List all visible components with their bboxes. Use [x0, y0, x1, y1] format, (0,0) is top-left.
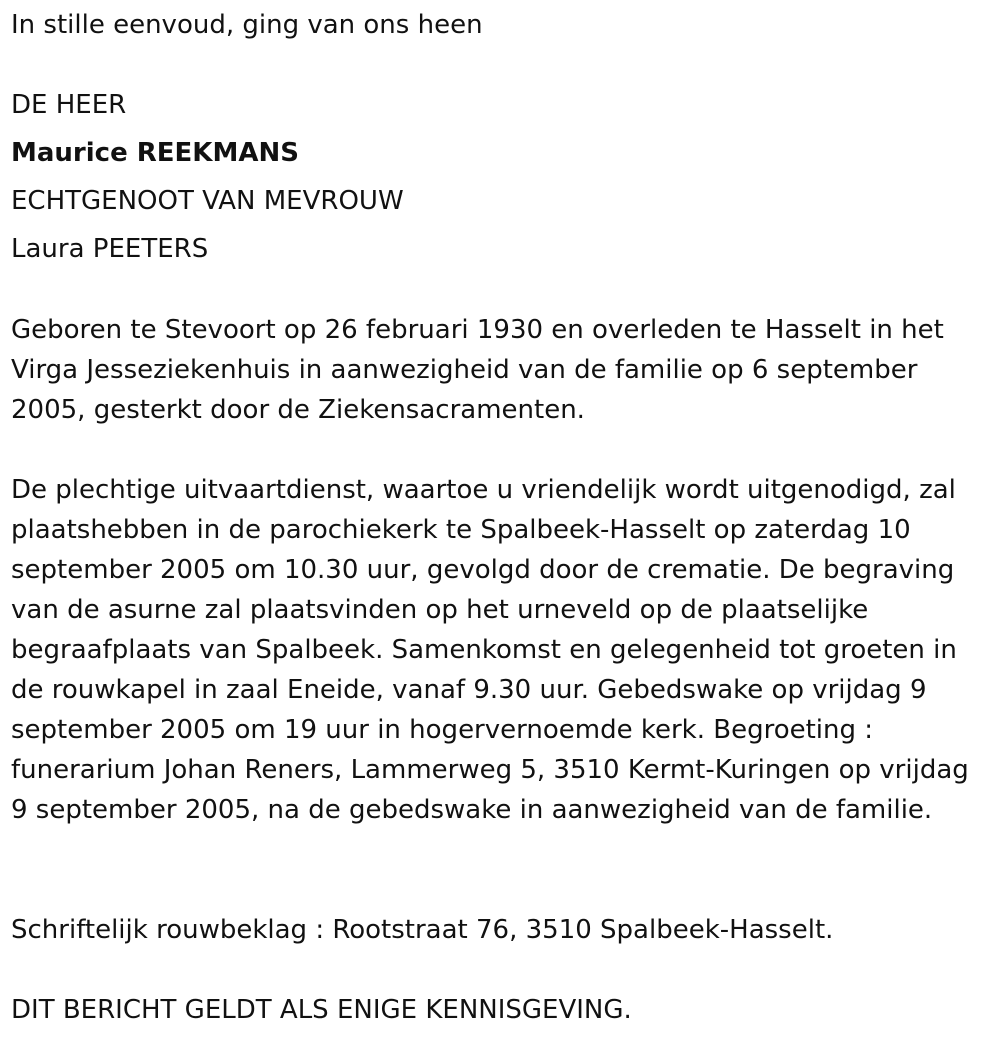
honorific: DE HEER — [11, 90, 127, 120]
deceased-name: Maurice REEKMANS — [11, 138, 299, 168]
ceremony-paragraph: De plechtige uitvaartdienst, waartoe u vriendelijk wordt uitgenodigd, zal plaatshebben in de parochiekerk te Spalbeek-Hasselt op zaterdag 10 september 2005 om 10.30 uur, gevolgd door de crematie. De begraving van de asurne zal plaatsvinden op het urneveld op de plaatselijke begraafplaats van Spalbeek. Samenkomst en gelegenheid tot groeten in de rouwkapel in zaal Eneide, vanaf 9.30 uur. Gebedswake op vrijdag 9 september 2005 om 19 uur in hogervernoemde kerk. Begroeting : funerarium Johan Reners, Lammerweg 5, 3510 Kermt-Kuringen op vrijdag 9 september 2005, na de gebedswake in aanwezigheid van de familie. — [11, 475, 969, 825]
birth-death-paragraph: Geboren te Stevoort op 26 februari 1930 en overleden te Hasselt in het Virga Jesseziekenhuis in aanwezigheid van de familie op 6 september 2005, gesterkt door de Ziekensacramenten. — [11, 315, 944, 425]
intro-line: In stille eenvoud, ging van ons heen — [11, 10, 483, 40]
relation-line: ECHTGENOOT VAN MEVROUW — [11, 186, 404, 216]
closing-line: DIT BERICHT GELDT ALS ENIGE KENNISGEVING. — [11, 995, 632, 1025]
spouse-name: Laura PEETERS — [11, 234, 209, 264]
condolences-line: Schriftelijk rouwbeklag : Rootstraat 76, 3510 Spalbeek-Hasselt. — [11, 915, 834, 945]
